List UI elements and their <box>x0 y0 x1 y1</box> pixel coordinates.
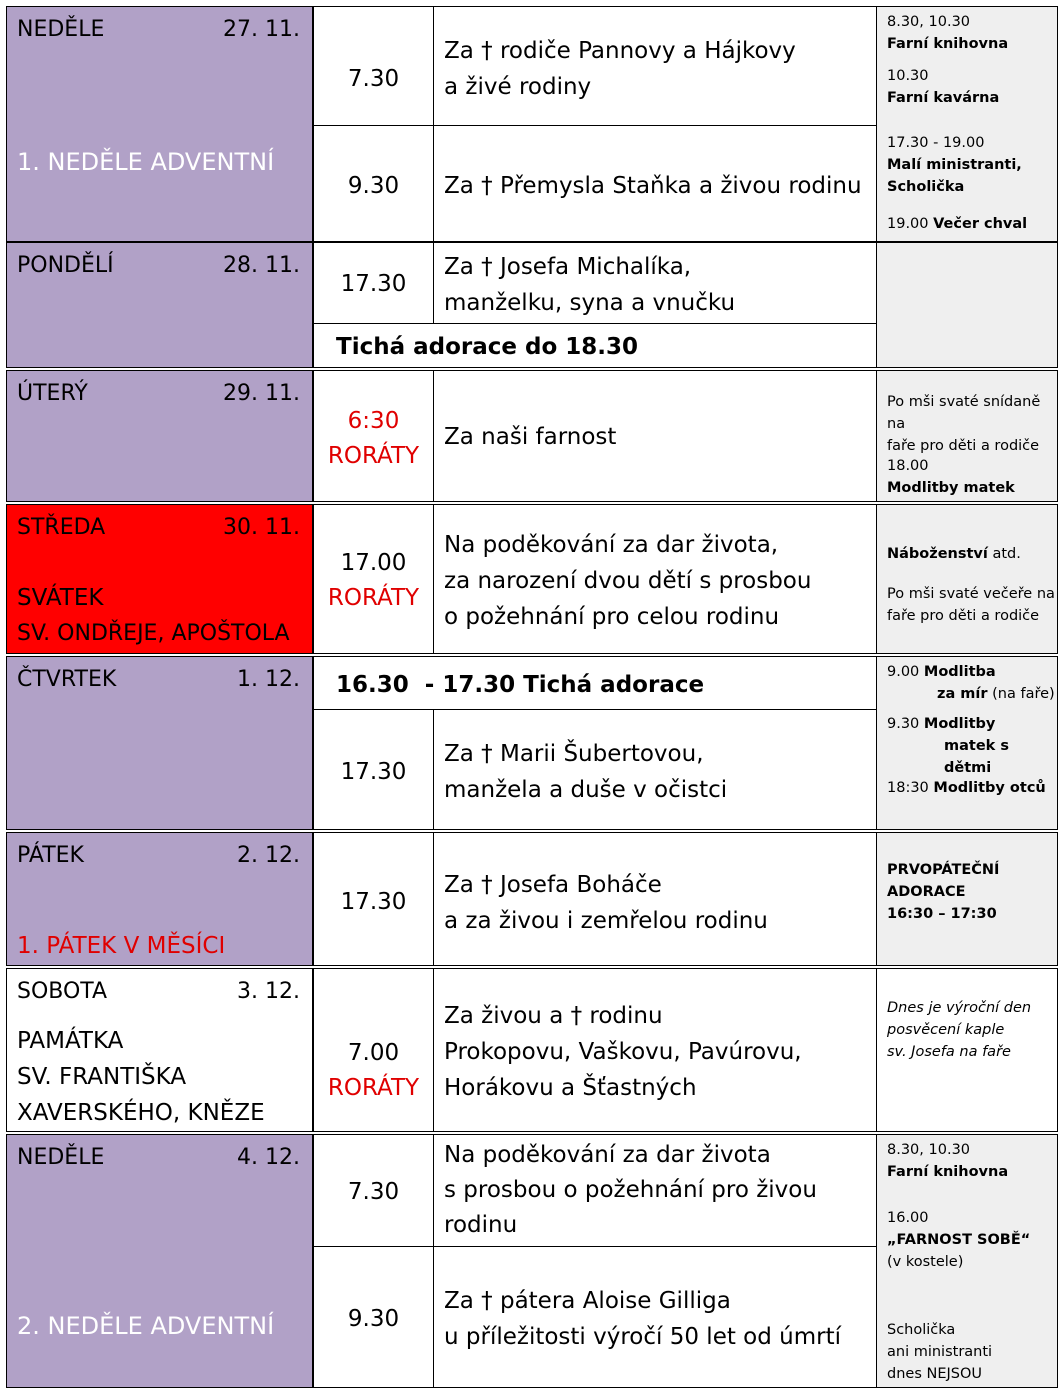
notes-cell <box>876 832 1058 966</box>
day-cell-friday <box>6 832 313 966</box>
mass-time: 17.00 <box>340 550 407 576</box>
mass-time: 17.30 <box>340 759 407 785</box>
mass-intention: Za † Přemysla Staňka a živou rodinu <box>444 173 862 199</box>
day-name: NEDĚLE <box>17 1145 105 1170</box>
day-date: 4. 12. <box>237 1145 300 1170</box>
mass-time: 7.30 <box>347 1179 400 1205</box>
time-cell <box>313 6 434 126</box>
time-cell <box>313 832 434 966</box>
mass-time: 7.30 <box>347 66 400 92</box>
note: 9.00 Modlitba za mír (na faře) <box>887 664 1055 702</box>
mass-time: 7.00 <box>347 1040 400 1066</box>
day-name: ÚTERÝ <box>17 381 88 406</box>
day-cell-sunday-1 <box>6 6 313 242</box>
notes-cell <box>876 656 1058 830</box>
day-subtitle: 1. PÁTEK V MĚSÍCI <box>17 933 226 959</box>
intention-cell <box>433 370 877 502</box>
note: 16.00 „FARNOST SOBĚ“ (v kostele) <box>887 1210 1031 1270</box>
note: 18:30 Modlitby otců <box>887 780 1046 796</box>
mass-intention: Za † pátera Aloise Gilliga u příležitosti výročí 50 let od úmrtí <box>444 1288 841 1350</box>
mass-intention: Za † Josefa Boháče a za živou i zemřelou rodinu <box>444 872 768 934</box>
mass-time: 9.30 <box>347 173 400 199</box>
day-name: PÁTEK <box>17 843 84 868</box>
note: 10.30 Farní kavárna <box>887 68 1000 106</box>
note: 19.00 Večer chval <box>887 216 1028 232</box>
time-cell <box>313 709 434 830</box>
intention-cell <box>433 504 877 654</box>
day-date: 29. 11. <box>223 381 300 406</box>
note: PRVOPÁTEČNÍ ADORACE 16:30 – 17:30 <box>887 862 1000 922</box>
time-cell <box>313 370 434 502</box>
intention-cell <box>433 125 877 242</box>
note: 9.30 Modlitby matek s dětmi <box>887 716 1009 776</box>
note: Náboženství atd. <box>887 546 1021 562</box>
note: Po mši svaté večeře na faře pro děti a rodiče <box>887 586 1055 624</box>
day-name: SOBOTA <box>17 979 108 1004</box>
rorate-label: RORÁTY <box>327 1075 420 1101</box>
rorate-label: RORÁTY <box>327 585 420 611</box>
notes-cell <box>876 504 1058 654</box>
note: Dnes je výroční den posvěcení kaple sv. Josefa na faře <box>887 1000 1032 1060</box>
day-cell-sunday-2 <box>6 1134 313 1388</box>
mass-time: 6:30 <box>347 408 400 434</box>
note: 8.30, 10.30 Farní knihovna <box>887 14 1009 52</box>
notes-cell <box>876 6 1058 242</box>
mass-intention: Za naši farnost <box>444 424 617 450</box>
time-cell <box>313 1246 434 1388</box>
day-name: NEDĚLE <box>17 17 105 42</box>
notes-cell <box>876 1134 1058 1388</box>
adoration-cell <box>313 323 877 368</box>
notes-cell <box>876 370 1058 502</box>
time-cell <box>313 242 434 324</box>
time-cell <box>313 968 434 1132</box>
adoration-cell <box>313 656 877 710</box>
note: 18.00 Modlitby matek <box>887 458 1015 496</box>
intention-cell <box>433 709 877 830</box>
day-date: 28. 11. <box>223 253 300 278</box>
intention-cell <box>433 242 877 324</box>
day-date: 3. 12. <box>237 979 300 1004</box>
time-cell <box>313 125 434 242</box>
mass-time: 17.30 <box>340 889 407 915</box>
note: Scholička ani ministranti dnes NEJSOU <box>887 1322 993 1382</box>
intention-cell <box>433 1134 877 1247</box>
adoration-text: 16.30 - 17.30 Tichá adorace <box>336 672 705 698</box>
mass-intention: Na poděkování za dar života s prosbou o požehnání pro živou rodinu <box>444 1142 817 1238</box>
day-subtitle: 2. NEDĚLE ADVENTNÍ <box>17 1312 275 1340</box>
adoration-text: Tichá adorace do 18.30 <box>336 334 639 360</box>
mass-intention: Za živou a † rodinu Prokopovu, Vaškovu, Pavúrovu, Horákovu a Šťastných <box>444 1003 802 1101</box>
day-name: PONDĚLÍ <box>17 253 114 278</box>
time-cell <box>313 504 434 654</box>
day-cell-saturday <box>6 968 313 1132</box>
intention-cell <box>433 832 877 966</box>
mass-intention: Za † rodiče Pannovy a Hájkovy a živé rodiny <box>444 38 796 100</box>
time-cell <box>313 1134 434 1247</box>
day-cell-tuesday <box>6 370 313 502</box>
notes-cell <box>876 968 1058 1132</box>
day-subtitle: SVÁTEK <box>17 585 104 611</box>
day-name: ČTVRTEK <box>17 667 117 692</box>
day-subtitle-2: SV. ONDŘEJE, APOŠTOLA <box>17 621 290 646</box>
day-date: 27. 11. <box>223 17 300 42</box>
intention-cell <box>433 6 877 126</box>
day-cell-wednesday <box>6 504 313 654</box>
intention-cell <box>433 968 877 1132</box>
day-date: 30. 11. <box>223 515 300 540</box>
note: 8.30, 10.30 Farní knihovna <box>887 1142 1009 1180</box>
day-cell-thursday <box>6 656 313 830</box>
mass-intention: Na poděkování za dar života, za narození dvou dětí s prosbou o požehnání pro celou rodinu <box>444 532 812 630</box>
mass-intention: Za † Josefa Michalíka, manželku, syna a vnučku <box>444 254 736 316</box>
mass-intention: Za † Marii Šubertovou, manžela a duše v očistci <box>444 741 728 803</box>
note: 17.30 - 19.00 Malí ministranti, Scholička <box>887 135 1022 195</box>
day-date: 1. 12. <box>237 667 300 692</box>
mass-time: 17.30 <box>340 271 407 297</box>
notes-cell <box>876 242 1058 368</box>
day-subtitle: 1. NEDĚLE ADVENTNÍ <box>17 148 275 176</box>
rorate-label: RORÁTY <box>327 443 420 469</box>
day-subtitle: PAMÁTKA SV. FRANTIŠKA XAVERSKÉHO, KNĚZE <box>17 1028 265 1126</box>
mass-time: 9.30 <box>347 1306 400 1332</box>
note: Po mši svaté snídaně na faře pro děti a rodiče <box>887 394 1041 454</box>
intention-cell <box>433 1246 877 1388</box>
day-date: 2. 12. <box>237 843 300 868</box>
day-cell-monday <box>6 242 313 368</box>
day-name: STŘEDA <box>17 515 106 540</box>
